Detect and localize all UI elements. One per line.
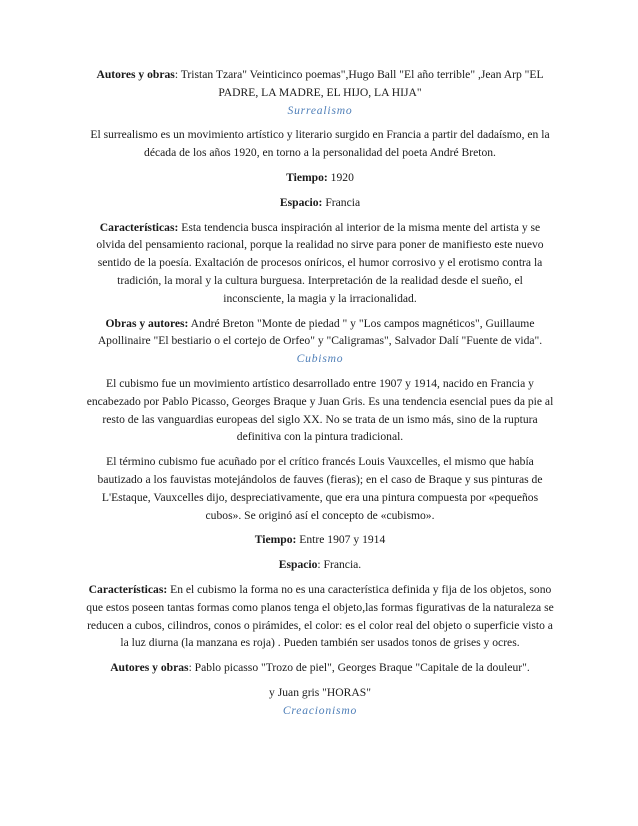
surrealismo-caracteristicas-text: Esta tendencia busca inspiración al interior de la misma mente del artista y se olvida del pensamiento racional, porque la realidad no sirve para poner de manifiesto este nuevo sentido de la poesía. Exaltación de procesos oníricos, el humor corrosivo y el erotismo contra la tradición, la moral y la cultura burguesa. Interpretación de la realidad desde el sueño, el inconsciente, la magia y la irracionalidad.: [96, 220, 544, 305]
cubismo-caracteristicas-label: Características:: [88, 582, 168, 596]
cubismo-caracteristicas: [86, 581, 554, 652]
cubismo-autores-cont: y Juan gris "HORAS": [269, 685, 371, 699]
cubismo-caracteristicas-text: En el cubismo la forma no es una característica definida y fija de los objetos, sono que estos poseen tantas formas como planos tenga el objeto,las formas figurativas de la naturaleza se reducen a cubos, cilindros, conos o pirámides, el color: es el color real del objeto o superficie visto a la luz diurna (la manzana es roja) . Pueden también ser usados tonos de grises y ocres.: [86, 582, 554, 650]
surrealismo-tiempo-label: Tiempo:: [286, 170, 328, 184]
cubismo-tiempo: [86, 531, 554, 549]
intro-text: : Tristan Tzara" Veinticinco poemas",Hugo Ball "El año terrible" ,Jean Arp "EL PADRE, LA MADRE, EL HIJO, LA HIJA": [174, 68, 544, 99]
surrealismo-obras-text: André Breton "Monte de piedad " y "Los campos magnéticos", Guillaume Apollinaire "El bestiario o el cortejo de Orfeo" y "Caligramas", Salvador Dalí "Fuente de vida".: [97, 316, 543, 348]
surrealismo-caracteristicas: [86, 219, 554, 308]
cubismo-tiempo-value: Entre 1907 y 1914: [296, 533, 386, 547]
surrealismo-obras-label: Obras y autores:: [105, 316, 189, 330]
cubismo-espacio-label: Espacio: [278, 558, 318, 572]
surrealismo-tiempo-value: 1920: [327, 170, 354, 184]
surrealismo-tiempo: [86, 169, 554, 187]
surrealismo-obras: [86, 315, 554, 351]
surrealismo-heading: Surrealismo: [287, 103, 353, 117]
intro-paragraph: [86, 66, 554, 102]
surrealismo-espacio-label: Espacio:: [279, 195, 323, 209]
cubismo-autores-text: : Pablo picasso "Trozo de piel", Georges Braque "Capitale de la douleur".: [188, 661, 530, 675]
surrealismo-espacio: [86, 194, 554, 212]
cubismo-espacio: [86, 556, 554, 574]
cubismo-heading: Cubismo: [296, 352, 344, 366]
cubismo-tiempo-label: Tiempo:: [254, 533, 297, 547]
cubismo-autores: [86, 659, 554, 677]
surrealismo-caracteristicas-label: Características:: [99, 220, 179, 234]
cubismo-definition: El cubismo fue un movimiento artístico desarrollado entre 1907 y 1914, nacido en Francia y encabezado por Pablo Picasso, Georges Braque y Juan Gris. Es una tendencia esencial pues da pie al resto de las vanguardias europeas del siglo XX. No se trata de un ismo más, sino de la ruptura definitiva con la pintura tradicional.: [86, 376, 554, 444]
creacionismo-heading: Creacionismo: [282, 703, 358, 717]
surrealismo-definition: El surrealismo es un movimiento artístico y literario surgido en Francia a partir del dadaísmo, en la década de los años 1920, en torno a la personalidad del poeta André Breton.: [90, 128, 550, 160]
surrealismo-espacio-value: Francia: [322, 195, 361, 209]
intro-label: Autores y obras: [96, 68, 175, 81]
cubismo-espacio-value: : Francia.: [317, 558, 362, 572]
document-page: [86, 66, 554, 720]
cubismo-termino: El término cubismo fue acuñado por el crítico francés Louis Vauxcelles, el mismo que había bautizado a los fauvistas motejándolos de fauves (fieras); en el caso de Braque y sus pinturas de L'Estaque, Vauxcelles dijo, despreciativamente, que era una pintura compuesta por «pequeños cubos». Se originó así el concepto de «cubismo».: [97, 455, 543, 522]
cubismo-autores-label: Autores y obras: [110, 661, 189, 675]
